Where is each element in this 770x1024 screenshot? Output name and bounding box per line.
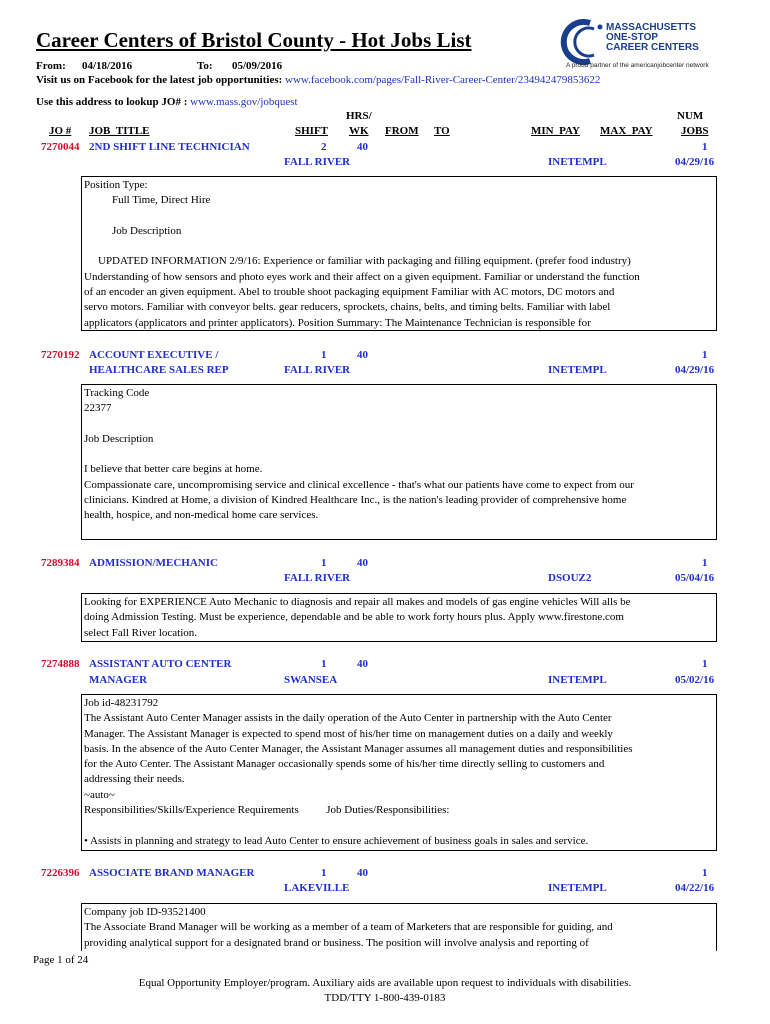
desc-line: ~auto~ xyxy=(84,788,115,801)
tdd-tty-number: TDD/TTY 1-800-439-0183 xyxy=(324,992,446,1004)
desc-line: Looking for EXPERIENCE Auto Mechanic to diagnosis and repair all makes and models of gas engine vehicles Will alls be xyxy=(84,596,631,608)
desc-line: Tracking Code xyxy=(84,387,150,399)
to-date: 05/09/2016 xyxy=(232,60,283,72)
col-max-pay: MAX_PAY xyxy=(600,125,653,137)
job-title: 2ND SHIFT LINE TECHNICIAN xyxy=(89,141,250,153)
job-hours: 40 xyxy=(357,867,368,879)
logo-tagline: A proud partner of the americanjobcenter network xyxy=(566,62,709,69)
job-shift: 2 xyxy=(321,141,327,153)
job-city: FALL RIVER xyxy=(284,572,351,584)
job-date: 04/22/16 xyxy=(675,882,715,894)
desc-line: addressing their needs. xyxy=(84,773,185,786)
job-hours: 40 xyxy=(357,141,368,153)
job-title: ACCOUNT EXECUTIVE / xyxy=(89,349,219,361)
col-job-title: JOB_TITLE xyxy=(89,125,150,137)
job-order-number[interactable]: 7270044 xyxy=(41,141,80,153)
job-num-jobs: 1 xyxy=(702,349,708,361)
desc-line xyxy=(84,239,714,254)
job-description xyxy=(81,593,717,642)
mass-one-stop-logo xyxy=(558,17,758,73)
desc-line: Job id-48231792 xyxy=(84,697,159,709)
from-date: 04/18/2016 xyxy=(82,60,133,72)
desc-line: select Fall River location. xyxy=(84,626,198,639)
col-hrs-top: HRS/ xyxy=(346,110,372,122)
job-date: 05/02/16 xyxy=(675,674,715,686)
job-shift: 1 xyxy=(321,658,327,670)
job-description xyxy=(81,903,717,951)
desc-line: applicators (applicators and printer applicators). Position Summary: The Maintenance Technician is responsible for xyxy=(84,316,591,329)
desc-line: doing Admission Testing. Must be experience, dependable and be able to work forty hours plus. Apply www.firestone.com xyxy=(84,611,624,624)
lookup-prompt: Use this address to lookup JO# : xyxy=(36,96,188,108)
from-label: From: xyxy=(36,60,66,72)
facebook-prompt: Visit us on Facebook for the latest job opportunities: xyxy=(36,74,283,86)
career-center-swoosh-icon xyxy=(560,19,608,65)
desc-line: Job Description xyxy=(112,224,182,237)
job-num-jobs: 1 xyxy=(702,141,708,153)
col-num-top: NUM xyxy=(677,110,704,122)
job-description xyxy=(81,176,717,331)
job-num-jobs: 1 xyxy=(702,658,708,670)
job-source: INETEMPL xyxy=(548,674,607,686)
col-to: TO xyxy=(434,125,450,137)
job-city: SWANSEA xyxy=(284,674,338,686)
job-date: 05/04/16 xyxy=(675,572,715,584)
job-date: 04/29/16 xyxy=(675,156,715,168)
logo-line-2: ONE-STOP xyxy=(606,32,659,43)
job-title-line-2: MANAGER xyxy=(89,674,148,686)
logo-line-1: MASSACHUSETTS xyxy=(606,22,697,33)
col-min-pay: MIN_PAY xyxy=(531,125,580,137)
col-jo: JO # xyxy=(49,125,72,137)
desc-line: health, hospice, and non-medical home care services. xyxy=(84,509,319,522)
job-source: DSOUZ2 xyxy=(548,572,592,584)
desc-line: The Associate Brand Manager will be working as a member of a team of Marketers that are responsible for guiding, and xyxy=(84,921,613,934)
desc-line: Manager. The Assistant Manager is expected to spend most of his/her time on management duties on a daily and weekly xyxy=(84,727,613,740)
jobquest-link[interactable]: www.mass.gov/jobquest xyxy=(190,96,298,108)
desc-line: Understanding of how sensors and photo eyes work and their affect on a given equipment. Familiar or understand the function xyxy=(84,270,640,283)
desc-line: Responsibilities/Skills/Experience Requirements Job Duties/Responsibilities: xyxy=(84,804,450,817)
col-hrs-wk: WK xyxy=(349,125,369,137)
desc-line: Job Description xyxy=(84,432,154,445)
logo-line-3: CAREER CENTERS xyxy=(606,42,699,53)
desc-line: for the Auto Center. The Assistant Manager occasionally spends some of his/her time directly selling to customers and xyxy=(84,758,605,771)
desc-line xyxy=(84,417,714,432)
col-shift: SHIFT xyxy=(295,125,329,137)
eeo-statement: Equal Opportunity Employer/program. Auxiliary aids are available upon request to individuals with disabilities. xyxy=(138,977,632,989)
desc-line: 22377 xyxy=(84,402,112,415)
desc-line: servo motors. Familiar with conveyor belts. gear reducers, sprockets, chains, belts, and timing belts. Familiar with label xyxy=(84,301,611,314)
desc-line: Compassionate care, uncompromising service and clinical excellence - that's what our patients have come to expect from our xyxy=(84,478,634,491)
job-source: INETEMPL xyxy=(548,364,607,376)
job-num-jobs: 1 xyxy=(702,867,708,879)
job-order-number[interactable]: 7226396 xyxy=(41,867,80,879)
job-shift: 1 xyxy=(321,349,327,361)
job-source: INETEMPL xyxy=(548,882,607,894)
col-from: FROM xyxy=(385,125,419,137)
desc-line: of an encoder an given equipment. Abel to trouble shoot packaging equipment Familiar with AC motors, DC motors and xyxy=(84,286,615,299)
col-num-jobs: JOBS xyxy=(681,125,709,137)
desc-line: basis. In the absence of the Auto Center Manager, the Assistant Manager assumes all management duties and responsibilities xyxy=(84,742,633,755)
job-order-number[interactable]: 7289384 xyxy=(41,557,80,569)
job-num-jobs: 1 xyxy=(702,557,708,569)
to-label: To: xyxy=(197,60,213,72)
desc-line: I believe that better care begins at home. xyxy=(84,463,263,476)
desc-line xyxy=(84,209,714,224)
job-city: FALL RIVER xyxy=(284,364,351,376)
job-description xyxy=(81,694,717,851)
desc-line: UPDATED INFORMATION 2/9/16: Experience or familiar with packaging and filling equipment. (prefer food industry) xyxy=(98,255,631,268)
job-date: 04/29/16 xyxy=(675,364,715,376)
job-hours: 40 xyxy=(357,349,368,361)
desc-line: providing analytical support for a designated brand or business. The position will involve analysis and reporting of xyxy=(84,936,589,949)
desc-line xyxy=(84,818,714,833)
job-description xyxy=(81,384,717,540)
facebook-link[interactable]: www.facebook.com/pages/Fall-River-Career-Center/234942479853622 xyxy=(285,74,601,86)
job-title-line-2: HEALTHCARE SALES REP xyxy=(89,364,229,376)
job-hours: 40 xyxy=(357,658,368,670)
desc-line: The Assistant Auto Center Manager assists in the daily operation of the Auto Center in partnership with the Auto Center xyxy=(84,712,612,725)
job-order-number[interactable]: 7270192 xyxy=(41,349,80,361)
desc-line: Position Type: xyxy=(84,179,148,191)
job-hours: 40 xyxy=(357,557,368,569)
job-source: INETEMPL xyxy=(548,156,607,168)
job-order-number[interactable]: 7274888 xyxy=(41,658,80,670)
job-city: FALL RIVER xyxy=(284,156,351,168)
job-title: ASSOCIATE BRAND MANAGER xyxy=(89,867,255,879)
desc-line: clinicians. Kindred at Home, a division of Kindred Healthcare Inc., is the nation's leading provider of comprehensive home xyxy=(84,494,627,507)
desc-line: • Assists in planning and strategy to lead Auto Center to ensure achievement of business goals in sales and service. xyxy=(84,834,589,847)
job-shift: 1 xyxy=(321,557,327,569)
page-number: Page 1 of 24 xyxy=(33,954,89,966)
desc-line: Full Time, Direct Hire xyxy=(112,194,211,207)
job-title: ASSISTANT AUTO CENTER xyxy=(89,658,232,670)
job-shift: 1 xyxy=(321,867,327,879)
desc-line xyxy=(84,447,714,462)
page-title: Career Centers of Bristol County - Hot Jobs List xyxy=(36,28,472,52)
desc-line: Company job ID-93521400 xyxy=(84,906,206,918)
job-city: LAKEVILLE xyxy=(284,882,350,894)
job-title: ADMISSION/MECHANIC xyxy=(89,557,218,569)
